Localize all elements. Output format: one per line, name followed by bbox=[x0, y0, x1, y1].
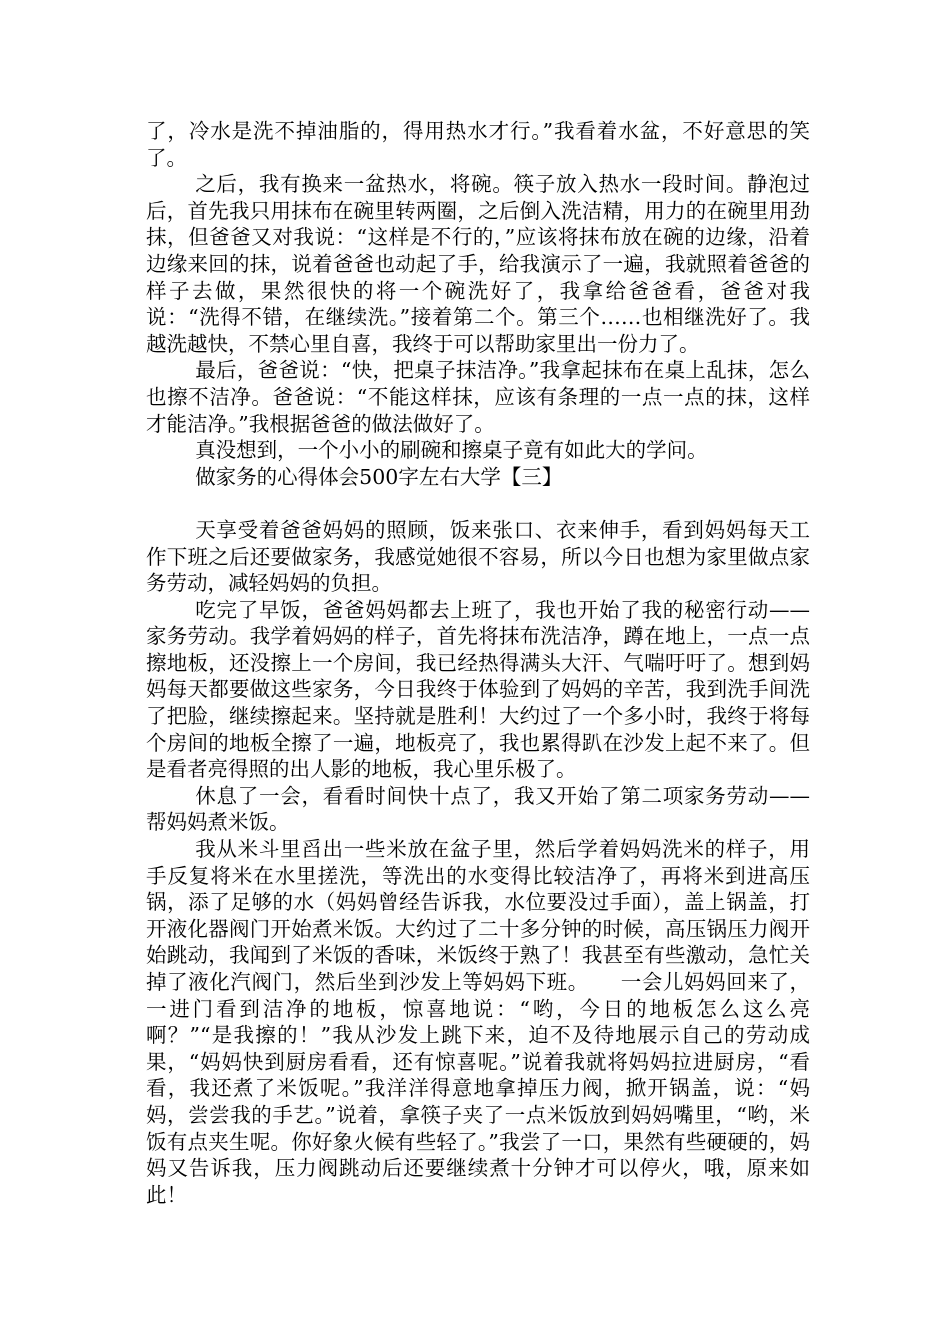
paragraph-conclusion: 真没想到，一个小小的刷碗和擦桌子竟有如此大的学问。 bbox=[195, 438, 708, 463]
section-heading: 做家务的心得体会500字左右大学【三】 bbox=[195, 464, 563, 489]
document-page bbox=[146, 118, 810, 1208]
paragraph-second-task: 休息了一会，看看时间快十点了，我又开始了第二项家务劳动——帮妈妈煮米饭。 bbox=[146, 783, 810, 835]
paragraph-cooking-rice: 我从米斗里舀出一些米放在盆子里，然后学着妈妈洗米的样子，用手反复将米在水里搓洗，等洗出的水变得比较洁净了，再将米到进高压锅，添了足够的水（妈妈曾经告诉我，水位要没过手面），盖上锅盖，打开液化器阀门开始煮米饭。大约过了二十多分钟的时候，高压锅压力阀开始跳动，我闻到了米饭的香味，米饭终于熟了！我甚至有些激动，急忙关掉了液化汽阀门，然后坐到沙发上等妈妈下班。 一会儿妈妈回来了，一进门看到洁净的地板，惊喜地说：“哟，今日的地板怎么这么亮啊？”“是我擦的！”我从沙发上跳下来，迫不及待地展示自己的劳动成果，“妈妈快到厨房看看，还有惊喜呢。”说着我就将妈妈拉进厨房，“看看，我还煮了米饭呢。”我洋洋得意地拿掉压力阀，掀开锅盖，说：“妈妈，尝尝我的手艺。”说着，拿筷子夹了一点米饭放到妈妈嘴里，“哟，米饭有点夹生呢。你好象火候有些轻了。”我尝了一口，果然有些硬硬的，妈妈又告诉我，压力阀跳动后还要继续煮十分钟才可以停火，哦，原来如此！ bbox=[146, 837, 810, 1207]
paragraph-wiping-table: 最后，爸爸说：“快，把桌子抹洁净。”我拿起抹布在桌上乱抹，怎么也擦不洁净。爸爸说：“不能这样抹，应该有条理的一点一点的抹，这样才能洁净。”我根据爸爸的做法做好了。 bbox=[146, 358, 810, 436]
paragraph-continuation: 了，冷水是洗不掉油脂的，得用热水才行。”我看着水盆，不好意思的笑了。 bbox=[146, 119, 810, 170]
paragraph-washing-bowls: 之后，我有换来一盆热水，将碗。筷子放入热水一段时间。静泡过后，首先我只用抹布在碗里转两圈，之后倒入洗洁精，用力的在碗里用劲抹，但爸爸又对我说：“这样是不行的，”应该将抹布放在碗的边缘，沿着边缘来回的抹，说着爸爸也动起了手，给我演示了一遍，我就照着爸爸的样子去做，果然很快的将一个碗洗好了，我拿给爸爸看，爸爸对我说：“洗得不错，在继续洗。”接着第二个。第三个……也相继洗好了。我越洗越快，不禁心里自喜，我终于可以帮助家里出一份力了。 bbox=[146, 172, 810, 356]
blank-line bbox=[146, 490, 810, 517]
paragraph-mopping-floor: 吃完了早饭，爸爸妈妈都去上班了，我也开始了我的秘密行动——家务劳动。我学着妈妈的样子，首先将抹布洗洁净，蹲在地上，一点一点擦地板，还没擦上一个房间，我已经热得满头大汗、气喘吁吁了。想到妈妈每天都要做这些家务，今日我终于体验到了妈妈的辛苦，我到洗手间洗了把脸，继续擦起来。坚持就是胜利！大约过了一个多小时，我终于将每个房间的地板全擦了一遍，地板亮了，我也累得趴在沙发上起不来了。但是看者亮得照的出人影的地板，我心里乐极了。 bbox=[146, 597, 810, 782]
paragraph-intro: 天享受着爸爸妈妈的照顾，饭来张口、衣来伸手，看到妈妈每天工作下班之后还要做家务，我感觉她很不容易，所以今日也想为家里做点家务劳动，减轻妈妈的负担。 bbox=[146, 517, 810, 596]
